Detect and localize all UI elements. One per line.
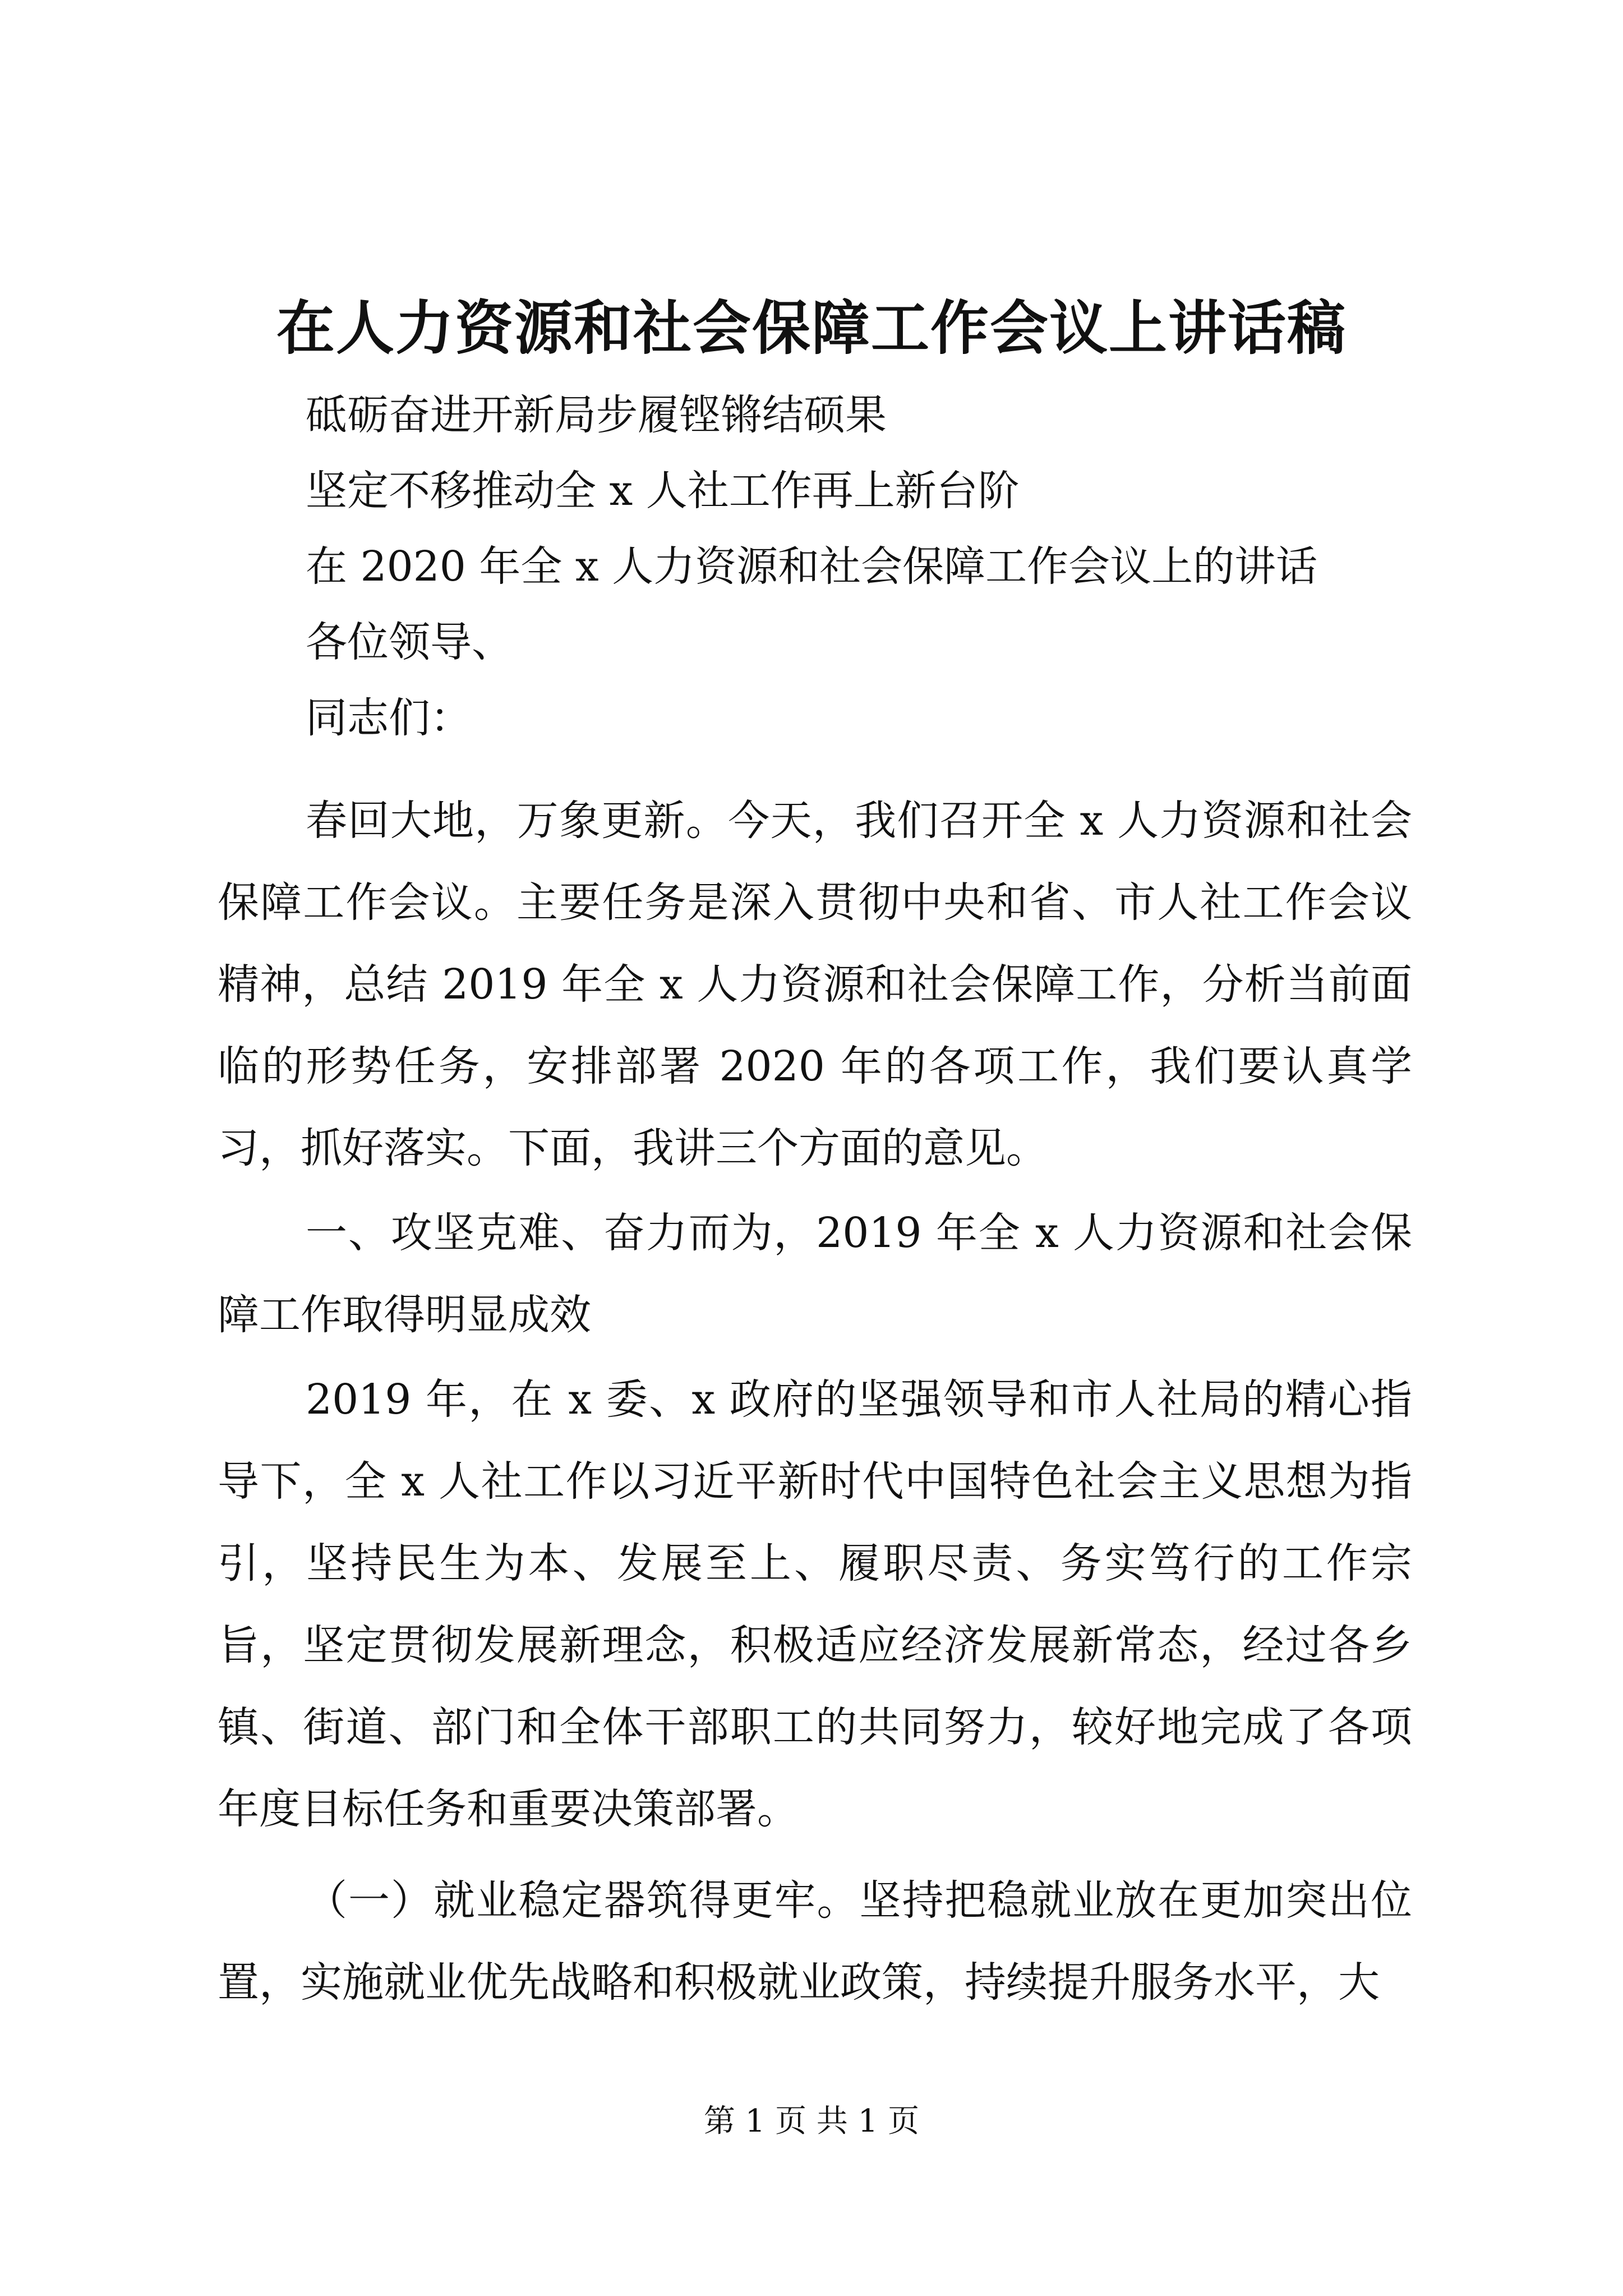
salutation-line: 各位领导、	[306, 618, 513, 666]
section-heading: 一、攻坚克难、奋力而为，2019 年全 x 人力资源和社会保障工作取得明显成效	[218, 1209, 1412, 1339]
document-title: 在人力资源和社会保障工作会议上讲话稿	[276, 293, 1347, 362]
body-paragraph: 春回大地，万象更新。今天，我们召开全 x 人力资源和社会保障工作会议。主要任务是深入贯彻中央和省、市人社工作会议精神，总结 2019 年全 x 人力资源和社会保障工作，分析当前面临的形势任务，安排部署 2020 年的各项工作，我们要认真学习，抓好落实。下面，我讲三个方面的意见。	[218, 797, 1412, 1172]
page-footer: 第 1 页 共 1 页	[703, 2103, 920, 2139]
subtitle-line: 在 2020 年全 x 人力资源和社会保障工作会议上的讲话	[306, 542, 1318, 591]
body-paragraph: 2019 年，在 x 委、x 政府的坚强领导和市人社局的精心指导下，全 x 人社工作以习近平新时代中国特色社会主义思想为指引，坚持民生为本、发展至上、履职尽责、务实笃行的工作宗旨，坚定贯彻发展新理念，积极适应经济发展新常态，经过各乡镇、街道、部门和全体干部职工的共同努力，较好地完成了各项年度目标任务和重要决策部署。	[218, 1375, 1412, 1833]
salutation-line: 同志们：	[306, 694, 472, 742]
subtitle-line: 坚定不移推动全 x 人社工作再上新台阶	[306, 467, 1020, 515]
subtitle-line: 砥砺奋进开新局步履铿锵结硕果	[306, 391, 887, 439]
body-paragraph: （一）就业稳定器筑得更牢。坚持把稳就业放在更加突出位置，实施就业优先战略和积极就业政策，持续提升服务水平，大	[218, 1876, 1412, 2007]
